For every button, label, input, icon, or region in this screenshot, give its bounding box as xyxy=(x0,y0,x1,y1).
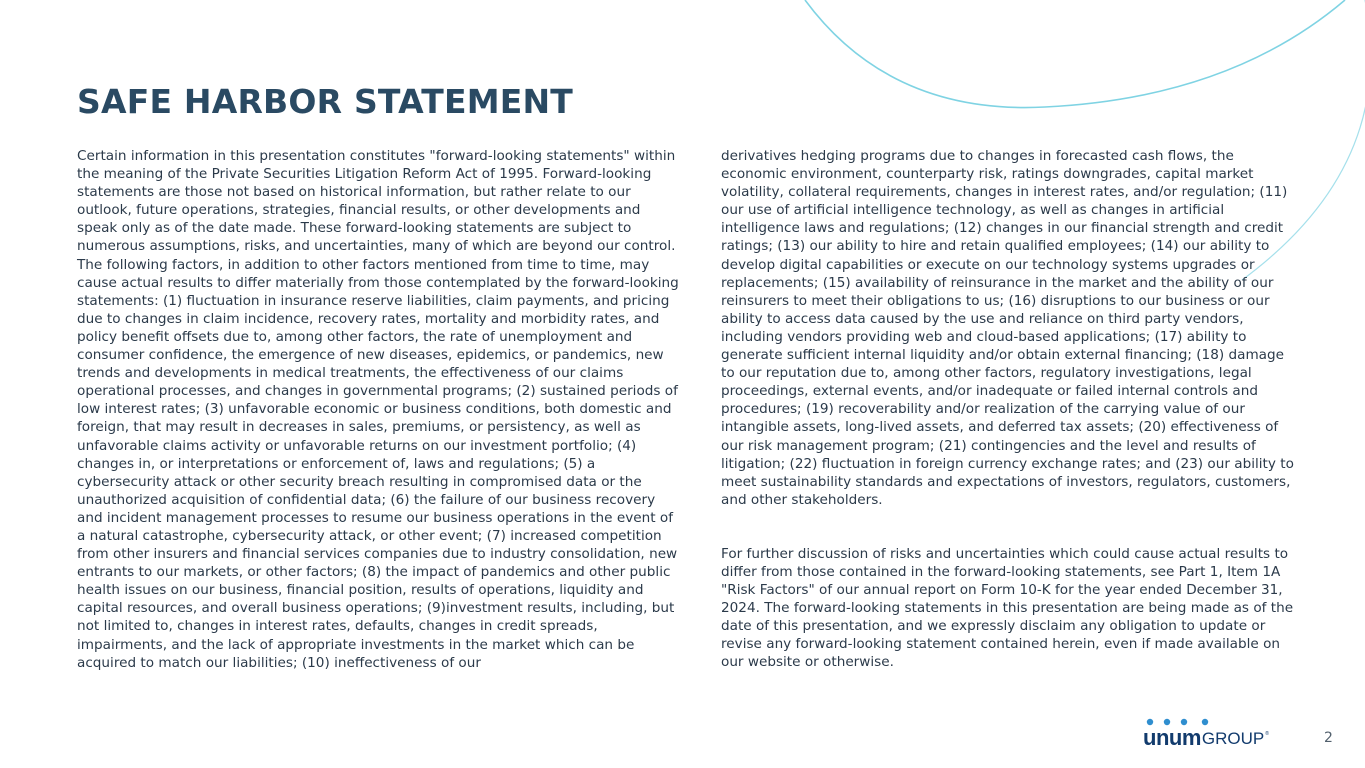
statement-paragraph-1: Certain information in this presentation constitutes "forward-looking statements" within the meaning of the Private Securities Litigation Reform Act of 1995. Forward-looking statements are those not based on historical information, but rather relate to our outlook, future operations, strategies, financial results, or other developments and speak only as of the date made. These forward-looking statements are subject to numerous assumptions, risks, and uncertainties, many of which are beyond our control. The following factors, in addition to other factors mentioned from time to time, may cause actual results to differ materially from those contemplated by the forward-looking statements: (1) fluctuation in insurance reserve liabilities, claim payments, and pricing due to changes in claim incidence, recovery rates, mortality and morbidity rates, and policy benefit offsets due to, among other factors, the rate of unemployment and consumer confidence, the emergence of new diseases, epidemics, or pandemics, new trends and developments in medical treatments, the effectiveness of our claims operational processes, and changes in governmental programs; (2) sustained periods of low interest rates; (3) unfavorable economic or business conditions, both domestic and foreign, that may result in decreases in sales, premiums, or persistency, as well as unfavorable claims activity or unfavorable returns on our investment portfolio; (4) changes in, or interpretations or enforcement of, laws and regulations; (5) a cybersecurity attack or other security breach resulting in compromised data or the unauthorized acquisition of confidential data; (6) the failure of our business recovery and incident management processes to resume our business operations in the event of a natural catastrophe, cybersecurity attack, or other event; (7) increased competition from other insurers and financial services companies due to industry consolidation, new entrants to our markets, or other factors; (8) the impact of pandemics and other public health issues on our business, financial position, results of operations, liquidity and capital resources, and overall business operations; (9)investment results, including, but not limited to, changes in interest rates, defaults, changes in credit spreads, impairments, and the lack of appropriate investments in the market which can be acquired to match our liabilities; (10) ineffectiveness of our xyxy=(77,148,679,671)
decorative-arc-large xyxy=(805,0,1345,108)
page-number: 2 xyxy=(1324,730,1333,746)
logo-registered-mark: ® xyxy=(1265,731,1269,737)
unum-group-logo xyxy=(1143,721,1269,749)
logo-unum-text: unum xyxy=(1143,725,1201,750)
logo-wordmark-unum xyxy=(1143,721,1201,749)
statement-paragraph-2: derivatives hedging programs due to changes in forecasted cash flows, the economic environment, counterparty risk, ratings downgrades, capital market volatility, collateral requirements, changes in interest rates, and/or regulation; (11) our use of artificial intelligence technology, as well as changes in artificial intelligence laws and regulations; (12) changes in our financial strength and credit ratings; (13) our ability to hire and retain qualified employees; (14) our ability to develop digital capabilities or execute on our technology systems upgrades or replacements; (15) availability of reinsurance in the market and the ability of our reinsurers to meet their obligations to us; (16) disruptions to our business or our ability to access data caused by the use and reliance on third party vendors, including vendors providing web and cloud-based applications; (17) ability to generate sufficient internal liquidity and/or obtain external financing; (18) damage to our reputation due to, among other factors, regulatory investigations, legal proceedings, external events, and/or inadequate or failed internal controls and procedures; (19) recoverability and/or realization of the carrying value of our intangible assets, long-lived assets, and deferred tax assets; (20) effectiveness of our risk management program; (21) contingencies and the level and results of litigation; (22) fluctuation in foreign currency exchange rates; and (23) our ability to meet sustainability standards and expectations of investors, regulators, customers, and other stakeholders. xyxy=(721,148,1294,508)
statement-column-right xyxy=(721,147,1296,672)
logo-dots-icon xyxy=(1146,718,1216,726)
page-title: SAFE HARBOR STATEMENT xyxy=(77,82,574,121)
logo-wordmark-group: GROUP xyxy=(1201,729,1265,748)
statement-column-left xyxy=(77,147,680,672)
statement-paragraph-3: For further discussion of risks and uncertainties which could cause actual results to differ from those contained in the forward-looking statements, see Part 1, Item 1A "Risk Factors" of our annual report on Form 10-K for the year ended December 31, 2024. The forward-looking statements in this presentation are being made as of the date of this presentation, and we expressly disclaim any obligation to update or revise any forward-looking statement contained herein, even if made available on our website or otherwise. xyxy=(721,545,1294,671)
